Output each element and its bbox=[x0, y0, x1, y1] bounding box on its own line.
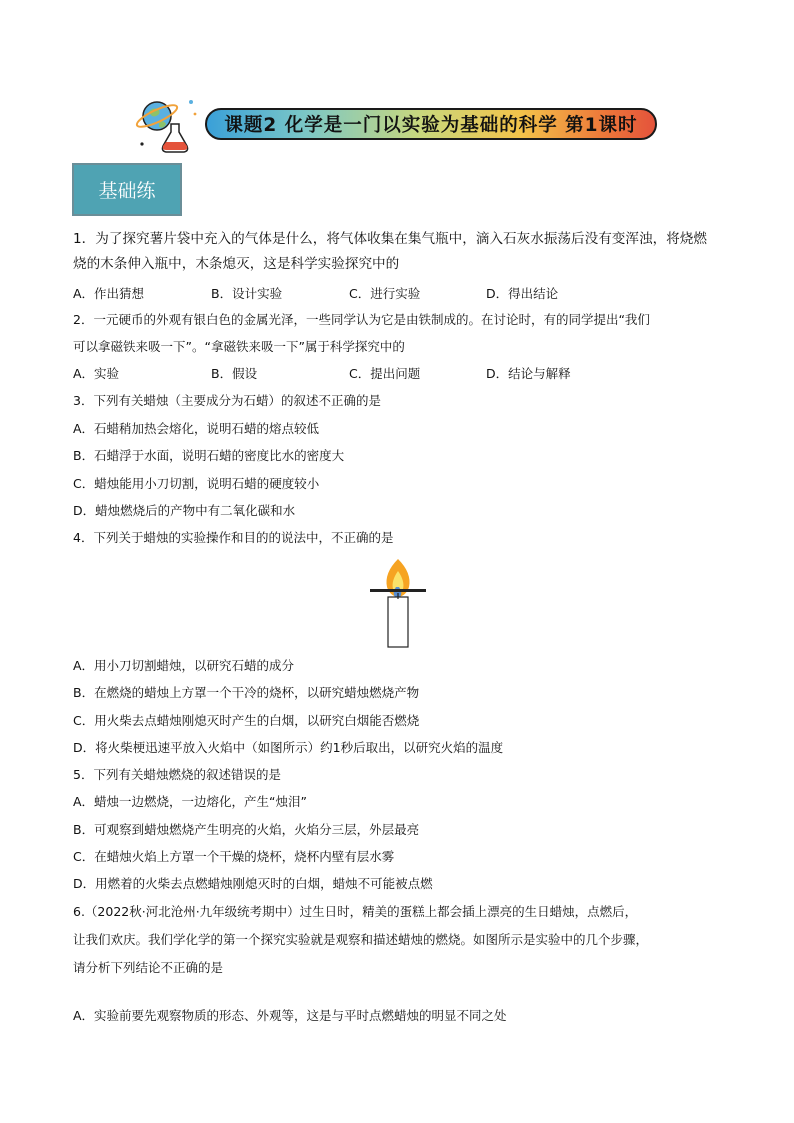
q3-stem: 3．下列有关蜡烛（主要成分为石蜡）的叙述不正确的是 bbox=[73, 393, 381, 408]
q4-option-c[interactable]: C．用火柴去点蜡烛刚熄灭时产生的白烟，以研究白烟能否燃烧 bbox=[73, 713, 420, 728]
q5-option-c[interactable]: C．在蜡烛火焰上方罩一个干燥的烧杯，烧杯内壁有层水雾 bbox=[73, 849, 395, 864]
q5-stem: 5．下列有关蜡烛燃烧的叙述错误的是 bbox=[73, 767, 281, 782]
q1-option-b[interactable]: B．设计实验 bbox=[211, 286, 283, 301]
q1-option-a[interactable]: A．作出猜想 bbox=[73, 286, 145, 301]
science-flask-globe-icon bbox=[133, 92, 205, 158]
q1-stem-line1: 1．为了探究薯片袋中充入的气体是什么，将气体收集在集气瓶中，滴入石灰水振荡后没有变浑浊，将烧燃 bbox=[73, 231, 707, 247]
q4-option-a[interactable]: A．用小刀切割蜡烛，以研究石蜡的成分 bbox=[73, 658, 295, 673]
q2-option-a[interactable]: A．实验 bbox=[73, 366, 120, 381]
q2-option-b[interactable]: B．假设 bbox=[211, 366, 258, 381]
q1-option-d[interactable]: D．得出结论 bbox=[486, 286, 559, 301]
q5-option-d[interactable]: D．用燃着的火柴去点燃蜡烛刚熄灭时的白烟，蜡烛不可能被点燃 bbox=[73, 876, 433, 891]
q3-option-a[interactable]: A．石蜡稍加热会熔化，说明石蜡的熔点较低 bbox=[73, 421, 320, 436]
q1-options bbox=[73, 284, 723, 304]
q4-option-d[interactable]: D．将火柴梗迅速平放入火焰中（如图所示）约1秒后取出，以研究火焰的温度 bbox=[73, 740, 504, 755]
lesson-title: 课题2 化学是一门以实验为基础的科学 第1课时 bbox=[224, 115, 638, 136]
q4-stem: 4．下列关于蜡烛的实验操作和目的的说法中，不正确的是 bbox=[73, 530, 394, 545]
q3-option-b[interactable]: B．石蜡浮于水面，说明石蜡的密度比水的密度大 bbox=[73, 448, 345, 463]
q2-stem-line2: 可以拿磁铁来吸一下”。“拿磁铁来吸一下”属于科学探究中的 bbox=[73, 339, 405, 354]
q2-stem-line1: 2．一元硬币的外观有银白色的金属光泽，一些同学认为它是由铁制成的。在讨论时，有的同学提出“我们 bbox=[73, 312, 650, 327]
q3-option-c[interactable]: C．蜡烛能用小刀切割，说明石蜡的硬度较小 bbox=[73, 476, 320, 491]
q4-option-b[interactable]: B．在燃烧的蜡烛上方罩一个干冷的烧杯，以研究蜡烛燃烧产物 bbox=[73, 685, 420, 700]
q6-stem-line2: 让我们欢庆。我们学化学的第一个探究实验就是观察和描述蜡烛的燃烧。如图所示是实验中的几个步骤， bbox=[73, 932, 649, 947]
section-label-box bbox=[72, 163, 182, 216]
q5-option-a[interactable]: A．蜡烛一边燃烧，一边熔化，产生“烛泪” bbox=[73, 794, 308, 809]
candle-flame-matchstick-icon bbox=[368, 557, 428, 649]
q6-stem-line1: 6.（2022秋·河北沧州·九年级统考期中）过生日时，精美的蛋糕上都会插上漂亮的生日蜡烛，点燃后， bbox=[73, 904, 638, 919]
q3-option-d[interactable]: D．蜡烛燃烧后的产物中有二氧化碳和水 bbox=[73, 503, 296, 518]
q2-options bbox=[73, 364, 723, 384]
q1-stem-line2: 烧的木条伸入瓶中，木条熄灭，这是科学实验探究中的 bbox=[73, 256, 400, 272]
q1-option-c[interactable]: C．进行实验 bbox=[349, 286, 421, 301]
q2-option-d[interactable]: D．结论与解释 bbox=[486, 366, 571, 381]
q6-option-a[interactable]: A．实验前要先观察物质的形态、外观等，这是与平时点燃蜡烛的明显不同之处 bbox=[73, 1008, 507, 1023]
lesson-title-banner bbox=[205, 108, 657, 140]
q5-option-b[interactable]: B．可观察到蜡烛燃烧产生明亮的火焰，火焰分三层，外层最亮 bbox=[73, 822, 420, 837]
q6-stem-line3: 请分析下列结论不正确的是 bbox=[73, 960, 224, 975]
q2-option-c[interactable]: C．提出问题 bbox=[349, 366, 421, 381]
section-label: 基础练 bbox=[98, 180, 156, 202]
lesson-header bbox=[133, 92, 663, 158]
